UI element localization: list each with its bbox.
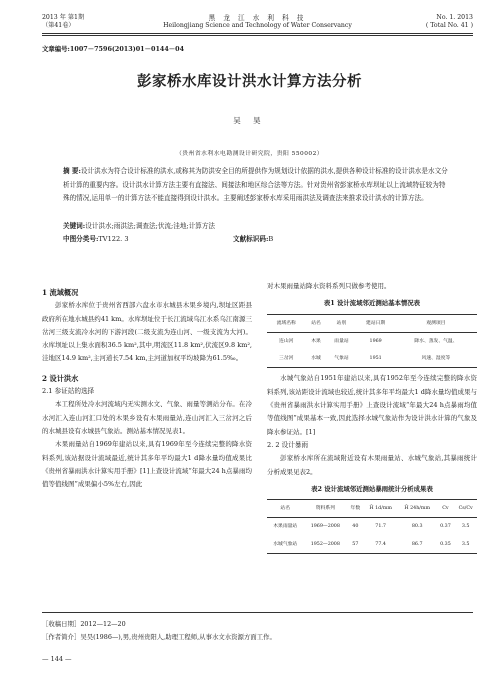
abstract xyxy=(63,165,448,206)
journal-name: 黑 龙 江 水 利 科 技 Heilongjiang Science and Technology of Water Conservancy xyxy=(163,14,352,29)
subsection-heading: 2. 2 设计暴雨 xyxy=(267,440,309,449)
keywords-block xyxy=(63,220,448,246)
table-cell: 1952—2008 xyxy=(310,541,340,547)
table-body xyxy=(267,332,477,368)
table-header-row xyxy=(267,500,477,518)
table-caption: 表2 设计流域邻近测站暴雨统计分析成果表 xyxy=(311,484,433,493)
table-header-row xyxy=(267,314,477,332)
table-header-cell: Cs/Cv xyxy=(458,506,473,512)
table-caption: 表1 设计流域邻近测站基本情况表 xyxy=(323,299,421,308)
paragraph: 彭家桥水库所在流域附近设有木果雨量站、水城气象站,其暴雨统计分析成果见表2。 xyxy=(267,454,477,476)
table-cell: 水城气象站 xyxy=(273,541,298,547)
paragraph: 对木果雨量站降水资料系列只做参考使用。 xyxy=(267,282,391,290)
rainstorm-stats-table xyxy=(267,499,477,554)
table-header-cell: 站名 xyxy=(311,320,321,326)
station-info-table xyxy=(267,314,477,369)
table-row xyxy=(267,518,477,536)
left-column xyxy=(42,280,252,491)
table-cell: 40 xyxy=(352,524,359,530)
table-header-cell: H̄ 24h/mm xyxy=(404,506,431,512)
table-body xyxy=(267,518,477,554)
table-cell: 雨量站 xyxy=(334,338,349,344)
table-cell: 86.7 xyxy=(411,541,423,547)
table-cell: 三岔河 xyxy=(279,356,294,362)
table-cell: 71.7 xyxy=(375,524,386,530)
table-row xyxy=(267,350,477,368)
right-column xyxy=(267,280,477,554)
paragraph: 彭家桥水库位于贵州省西部六盘水市水城县木果乡境内,坝址区距县政府所在地水城县约41 km。水库坝址位于长江流域乌江水系乌江南源三岔河三级支流冷水河的下游河段(二级支流为连山河、一级支流为大河)。水库坝址以上集水面积36.5 km²,其中,明流区11.8 km²,伏流区9.8 km²,洼地区14.9 km²,主河道长7.54 km,主河道加权平均坡降为61.5‰。 xyxy=(42,301,252,363)
author-name: 吴 昊 xyxy=(233,116,266,125)
affiliation: （贵州省水利水电勘测设计研究院，贵阳 550002） xyxy=(175,151,324,157)
issue-number: No. 1. 2013 ( Total No. 41 ) xyxy=(425,14,473,29)
running-header xyxy=(42,14,473,40)
paragraph: 木果雨量站自1969年建站以来,具有1969年至今连续完整的降水资料系列,该站据设计流域最近,统计其多年平均最大1 d降水量均值成果比《贵州省暴雨洪水计算实用手册》[1]上查设计流域“年最大24 h点暴雨均值等值线图”成果偏小5%左右,因此 xyxy=(42,440,252,489)
table-row xyxy=(267,536,477,554)
paragraph: 本工程所处冷水河流域内无实测水文、气象、雨量等测站分布。在冷水河汇入连山河汇口处的木果乡设有木果雨量站,连山河汇入三岔河之后的水城县设有水城县气象站。测站基本情况见表1。 xyxy=(42,400,252,435)
table-header-cell: Cv xyxy=(442,506,449,512)
classification: 中图分类号:TV122. 3 文献标识码:B xyxy=(63,235,274,243)
section-heading: 2 设计洪水 xyxy=(42,373,79,383)
table-header-cell: 资料系列 xyxy=(315,506,335,512)
footnote-rule xyxy=(42,612,473,613)
table-cell: 57 xyxy=(352,541,359,547)
table-cell: 木果 xyxy=(311,338,321,344)
table-cell: 水城 xyxy=(311,356,321,362)
table-cell: 1969—2008 xyxy=(310,524,340,530)
paragraph: 水城气象站自1951年建站以来,具有1952年至今连续完整的降水资料系列,该站距设计流域也较近,统计其多年平均最大1 d降水量均值成果与《贵州省暴雨洪水计算实用手册》上查设计流域“年最大24 h点暴雨均值等值线图”成果基本一致,因此选择水城气象站作为设计洪水计算的气象及降水参证站。[1] xyxy=(267,374,477,436)
table-header-cell: 站名 xyxy=(280,506,291,512)
table-cell: 3.5 xyxy=(461,524,470,530)
section-heading: 1 流域概况 xyxy=(42,288,79,297)
received-date: ［收稿日期］2012—12—20 xyxy=(42,620,126,628)
author-bio: ［作者简介］吴昊(1986—),男,贵州贵阳人,助理工程师,从事水文水资源方面工作。 xyxy=(42,633,276,641)
table-cell: 0.37 xyxy=(440,524,451,530)
footnote xyxy=(42,618,473,644)
table-cell: 连山河 xyxy=(279,338,294,344)
page-number: — 144 — xyxy=(42,655,72,663)
table-cell: 气象站 xyxy=(334,356,349,362)
table-cell: 木果雨量站 xyxy=(273,524,298,530)
table-cell: 80.3 xyxy=(411,524,423,530)
table-header-cell: 站别 xyxy=(336,320,347,326)
keywords: 关键词:设计洪水;雨洪法;调查法;伏流;洼地;计算方法 xyxy=(63,222,216,230)
table-header-cell: 观测项目 xyxy=(426,320,446,326)
table-cell: 3.5 xyxy=(461,541,470,547)
table-header-cell: H̄ 1d/mm xyxy=(369,506,392,512)
paper-title: 彭家桥水库设计洪水计算方法分析 xyxy=(137,73,362,90)
table-cell: 降水、蒸发、气温、 xyxy=(414,338,458,344)
abstract-label: 摘 要: xyxy=(63,167,81,175)
table-row xyxy=(267,332,477,350)
table-header-cell: 年数 xyxy=(350,506,361,512)
table-cell: 77.4 xyxy=(375,541,386,547)
table-header-cell: 流域名称 xyxy=(276,320,296,326)
abstract-text: 设计洪水为符合设计标准的洪水,或称其为防洪安全目的所提供作为规划设计依据的洪水,提供各种设计标准的设计洪水是水文分析计算的重要内容。设计洪水计算方法主要有直接法、间接法和地区综合法等方法。针对贵州省彭家桥水库坝址以上流域特征较为特殊的情况,运用单一的计算方法不能直接得到设计洪水。主要阐述彭家桥水库采用雨洪法及调查法来推求设计洪水的计算方法。 xyxy=(63,167,448,202)
header-rule-thin xyxy=(42,35,473,36)
issue-info: 2013 年 第1期 （第41卷） xyxy=(42,14,85,29)
table-cell: 风速、湿度等 xyxy=(421,356,451,362)
table-header-cell: 建站日期 xyxy=(366,320,386,326)
table-cell: 0.35 xyxy=(440,541,451,547)
table-cell: 1969 xyxy=(369,338,382,344)
header-rule xyxy=(42,33,473,34)
article-number: 文章编号:1007－7596(2013)01－0144－04 xyxy=(42,45,185,53)
subsection-heading: 2.1 参证站的选择 xyxy=(42,387,95,396)
table-cell: 1951 xyxy=(369,356,382,362)
